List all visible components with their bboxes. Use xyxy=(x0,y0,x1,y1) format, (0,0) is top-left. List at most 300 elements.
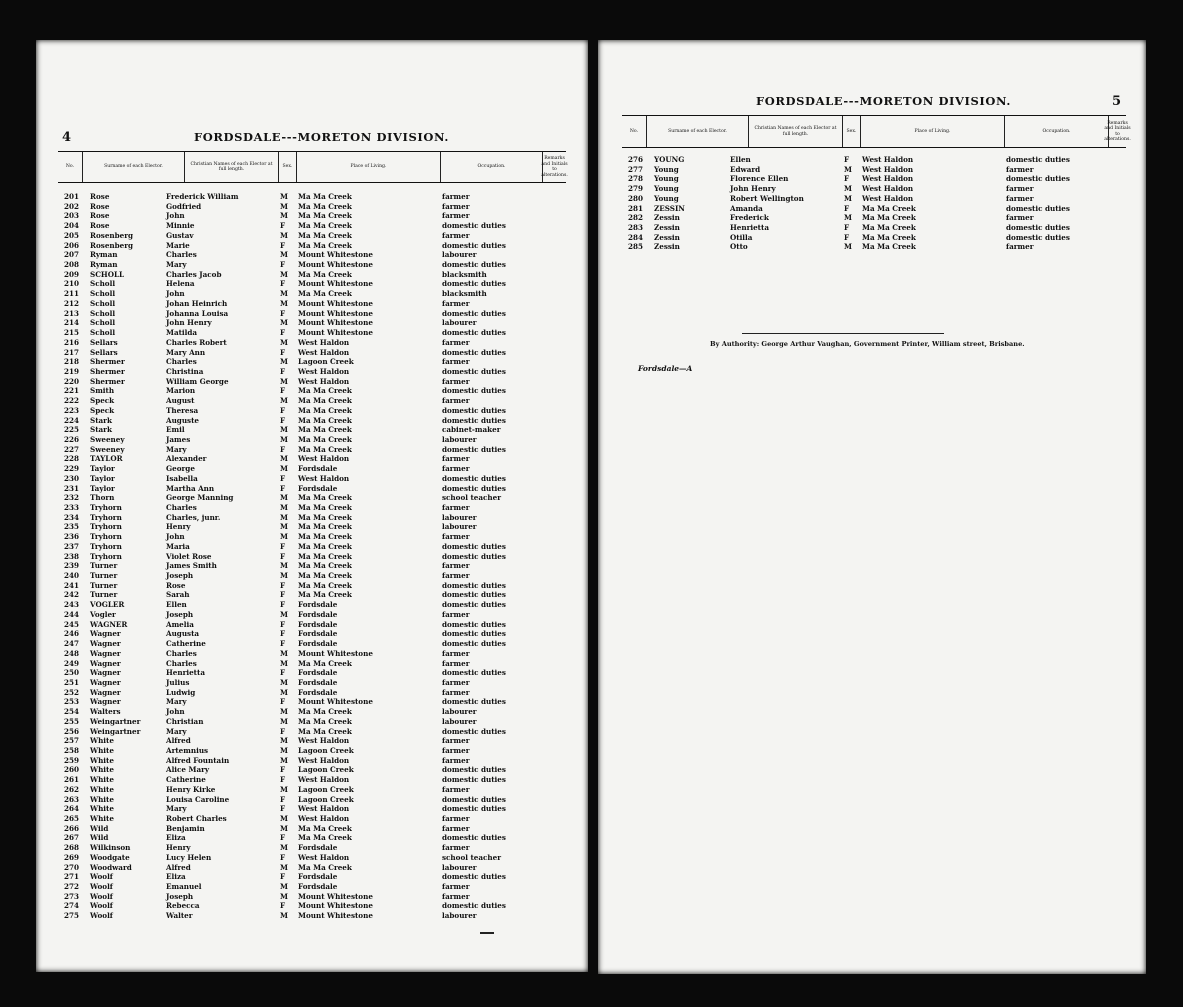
row-place: Ma Ma Creek xyxy=(298,240,352,250)
row-christian-names: Augusta xyxy=(166,629,200,639)
row-sex: M xyxy=(280,784,288,794)
row-sex: M xyxy=(280,211,288,221)
table-row xyxy=(58,756,566,766)
row-christian-names: Amanda xyxy=(730,203,763,213)
row-surname: Rose xyxy=(90,221,110,231)
table-row xyxy=(58,736,566,746)
table-row xyxy=(58,552,566,562)
row-surname: Tryhorn xyxy=(90,541,122,551)
row-occupation: domestic duties xyxy=(442,619,506,629)
row-surname: Taylor xyxy=(90,464,115,474)
authority-line: By Authority: George Arthur Vaughan, Government Printer, William street, Brisbane. xyxy=(710,340,1025,348)
header-occupation: Occupation. xyxy=(440,152,542,182)
row-place: Ma Ma Creek xyxy=(298,707,352,717)
row-place: Ma Ma Creek xyxy=(298,561,352,571)
header-christian-names: Christian Names of each Elector at full length. xyxy=(184,152,278,182)
row-sex: F xyxy=(280,590,286,600)
header-place: Place of Living. xyxy=(860,116,1004,147)
row-occupation: farmer xyxy=(1006,184,1034,194)
row-number: 277 xyxy=(628,164,644,174)
row-occupation: domestic duties xyxy=(442,405,506,415)
table-row xyxy=(58,824,566,834)
row-christian-names: Emanuel xyxy=(166,882,202,892)
row-occupation: farmer xyxy=(442,745,470,755)
row-surname: Taylor xyxy=(90,483,115,493)
table-row xyxy=(58,357,566,367)
row-occupation: domestic duties xyxy=(442,347,506,357)
row-occupation: farmer xyxy=(442,337,470,347)
row-occupation: farmer xyxy=(442,532,470,542)
row-surname: Woodgate xyxy=(90,852,130,862)
row-number: 243 xyxy=(64,600,80,610)
row-number: 261 xyxy=(64,775,80,785)
row-occupation: domestic duties xyxy=(442,444,506,454)
row-sex: M xyxy=(280,823,288,833)
divider xyxy=(742,333,944,334)
row-place: West Haldon xyxy=(298,337,350,347)
table-row xyxy=(58,348,566,358)
row-surname: Scholl xyxy=(90,298,116,308)
row-christian-names: Joseph xyxy=(166,571,194,581)
row-occupation: labourer xyxy=(442,512,477,522)
row-number: 251 xyxy=(64,677,80,687)
row-place: Ma Ma Creek xyxy=(298,289,352,299)
row-place: Ma Ma Creek xyxy=(298,269,352,279)
row-number: 283 xyxy=(628,223,644,233)
row-occupation: domestic duties xyxy=(442,639,506,649)
row-surname: Thorn xyxy=(90,493,115,503)
row-christian-names: Mary xyxy=(166,260,187,270)
row-christian-names: Gustav xyxy=(166,230,194,240)
row-number: 265 xyxy=(64,814,80,823)
row-occupation: domestic duties xyxy=(442,279,506,289)
row-place: Ma Ma Creek xyxy=(298,405,352,415)
footer-signature: Fordsdale—A xyxy=(638,364,693,373)
table-row xyxy=(622,213,1126,223)
row-sex: F xyxy=(280,726,286,736)
table-row xyxy=(58,241,566,251)
row-place: Ma Ma Creek xyxy=(298,726,352,736)
row-surname: Wagner xyxy=(90,648,121,658)
row-christian-names: William George xyxy=(166,376,229,386)
row-number: 213 xyxy=(64,308,80,318)
row-number: 235 xyxy=(64,522,80,532)
row-number: 257 xyxy=(64,736,80,746)
table-row xyxy=(58,406,566,416)
row-sex: M xyxy=(280,454,288,464)
row-christian-names: Catherine xyxy=(166,775,206,785)
table-row xyxy=(58,221,566,231)
table-row xyxy=(58,746,566,756)
row-place: Ma Ma Creek xyxy=(298,512,352,522)
row-place: West Haldon xyxy=(862,193,914,203)
row-surname: Zessin xyxy=(654,232,680,242)
row-sex: F xyxy=(280,366,286,376)
row-surname: Rose xyxy=(90,201,110,211)
row-place: Ma Ma Creek xyxy=(298,192,352,201)
row-occupation: domestic duties xyxy=(442,668,506,678)
row-number: 206 xyxy=(64,240,80,250)
table-row xyxy=(58,231,566,241)
row-surname: White xyxy=(90,736,114,746)
row-surname: Wagner xyxy=(90,639,121,649)
row-occupation: farmer xyxy=(1006,193,1034,203)
row-number: 219 xyxy=(64,366,80,376)
header-place: Place of Living. xyxy=(296,152,440,182)
row-sex: M xyxy=(280,814,288,823)
row-number: 212 xyxy=(64,298,80,308)
row-surname: Weingartner xyxy=(90,716,141,726)
row-christian-names: Charles, junr. xyxy=(166,512,221,522)
row-surname: TAYLOR xyxy=(90,454,123,464)
row-surname: Scholl xyxy=(90,279,116,289)
row-christian-names: Godfried xyxy=(166,201,202,211)
row-sex: F xyxy=(844,232,850,242)
row-place: Ma Ma Creek xyxy=(298,833,352,843)
row-place: West Haldon xyxy=(298,473,350,483)
table-row xyxy=(58,445,566,455)
row-surname: Woolf xyxy=(90,901,113,911)
row-surname: Sellars xyxy=(90,347,118,357)
row-number: 238 xyxy=(64,551,80,561)
row-occupation: domestic duties xyxy=(442,804,506,814)
row-sex: M xyxy=(280,677,288,687)
row-occupation: domestic duties xyxy=(442,833,506,843)
row-surname: Zessin xyxy=(654,242,680,252)
row-place: West Haldon xyxy=(298,775,350,785)
row-place: Ma Ma Creek xyxy=(298,823,352,833)
row-place: Ma Ma Creek xyxy=(298,522,352,532)
row-number: 281 xyxy=(628,203,644,213)
row-sex: M xyxy=(280,464,288,474)
row-place: West Haldon xyxy=(298,736,350,746)
row-occupation: labourer xyxy=(442,911,477,921)
row-place: Ma Ma Creek xyxy=(298,201,352,211)
row-surname: Speck xyxy=(90,396,115,406)
row-sex: F xyxy=(844,223,850,233)
table-row xyxy=(58,309,566,319)
row-place: Fordsdale xyxy=(298,600,338,610)
row-place: Mount Whitestone xyxy=(298,328,373,338)
row-number: 273 xyxy=(64,891,80,901)
row-surname: SCHOLL xyxy=(90,269,125,279)
table-row xyxy=(58,639,566,649)
row-surname: Wagner xyxy=(90,687,121,697)
row-place: Ma Ma Creek xyxy=(862,232,916,242)
row-sex: F xyxy=(280,833,286,843)
row-number: 270 xyxy=(64,862,80,872)
row-occupation: farmer xyxy=(442,823,470,833)
row-sex: M xyxy=(280,882,288,892)
row-place: Fordsdale xyxy=(298,629,338,639)
row-place: West Haldon xyxy=(862,174,914,184)
row-christian-names: Louisa Caroline xyxy=(166,794,230,804)
row-occupation: school teacher xyxy=(442,852,501,862)
row-christian-names: Rebecca xyxy=(166,901,200,911)
row-surname: Ryman xyxy=(90,260,118,270)
row-surname: Scholl xyxy=(90,308,116,318)
row-sex: F xyxy=(280,308,286,318)
row-number: 220 xyxy=(64,376,80,386)
row-place: Lagoon Creek xyxy=(298,784,354,794)
row-surname: White xyxy=(90,775,114,785)
row-occupation: farmer xyxy=(442,503,470,512)
row-sex: M xyxy=(280,522,288,532)
row-surname: Zessin xyxy=(654,213,680,223)
row-surname: Stark xyxy=(90,415,112,425)
row-number: 255 xyxy=(64,716,80,726)
row-number: 256 xyxy=(64,726,80,736)
row-christian-names: Emil xyxy=(166,425,185,435)
table-row xyxy=(58,833,566,843)
row-number: 217 xyxy=(64,347,80,357)
table-row xyxy=(622,165,1126,175)
row-place: Mount Whitestone xyxy=(298,901,373,911)
row-sex: F xyxy=(844,155,850,164)
row-occupation: labourer xyxy=(442,707,477,717)
row-place: Fordsdale xyxy=(298,872,338,882)
row-number: 236 xyxy=(64,532,80,542)
row-number: 221 xyxy=(64,386,80,396)
header-surname: Surname of each Elector. xyxy=(82,152,184,182)
row-christian-names: Helena xyxy=(166,279,195,289)
row-surname: Scholl xyxy=(90,289,116,299)
row-number: 203 xyxy=(64,211,80,221)
row-number: 225 xyxy=(64,425,80,435)
row-place: Ma Ma Creek xyxy=(298,862,352,872)
row-christian-names: Robert Wellington xyxy=(730,193,804,203)
row-christian-names: James xyxy=(166,434,191,444)
row-christian-names: Edward xyxy=(730,164,761,174)
row-occupation: farmer xyxy=(442,192,470,201)
row-surname: Woolf xyxy=(90,891,113,901)
table-row xyxy=(58,843,566,853)
row-christian-names: Otto xyxy=(730,242,748,252)
row-number: 284 xyxy=(628,232,644,242)
row-place: Mount Whitestone xyxy=(298,891,373,901)
row-sex: F xyxy=(280,794,286,804)
table-row xyxy=(58,260,566,270)
row-number: 248 xyxy=(64,648,80,658)
row-occupation: domestic duties xyxy=(1006,203,1070,213)
row-number: 264 xyxy=(64,804,80,814)
row-number: 241 xyxy=(64,580,80,590)
row-surname: White xyxy=(90,784,114,794)
row-place: Ma Ma Creek xyxy=(298,386,352,396)
row-sex: F xyxy=(280,347,286,357)
row-surname: Stark xyxy=(90,425,112,435)
row-sex: M xyxy=(280,658,288,668)
row-number: 269 xyxy=(64,852,80,862)
row-occupation: farmer xyxy=(442,201,470,211)
header-sex: Sex. xyxy=(278,152,296,182)
row-sex: F xyxy=(280,473,286,483)
row-christian-names: Charles xyxy=(166,357,197,367)
row-sex: M xyxy=(844,164,852,174)
row-number: 272 xyxy=(64,882,80,892)
row-place: Mount Whitestone xyxy=(298,318,373,328)
row-occupation: labourer xyxy=(442,318,477,328)
table-row xyxy=(58,659,566,669)
row-christian-names: Frederick William xyxy=(166,192,239,201)
table-row xyxy=(58,804,566,814)
table-row xyxy=(622,194,1126,204)
page-number: 5 xyxy=(1112,94,1122,109)
row-number: 262 xyxy=(64,784,80,794)
table-row xyxy=(58,202,566,212)
row-surname: Zessin xyxy=(654,223,680,233)
row-surname: Young xyxy=(654,174,679,184)
table-row xyxy=(58,629,566,639)
row-christian-names: Johanna Louisa xyxy=(166,308,229,318)
row-place: Ma Ma Creek xyxy=(298,551,352,561)
row-surname: Woodward xyxy=(90,862,132,872)
row-sex: M xyxy=(280,357,288,367)
table-row xyxy=(58,377,566,387)
row-occupation: labourer xyxy=(442,250,477,260)
row-christian-names: Julius xyxy=(166,677,190,687)
row-number: 215 xyxy=(64,328,80,338)
row-number: 258 xyxy=(64,745,80,755)
row-occupation: farmer xyxy=(442,464,470,474)
row-number: 210 xyxy=(64,279,80,289)
table-row xyxy=(58,513,566,523)
row-christian-names: Florence Ellen xyxy=(730,174,789,184)
row-sex: F xyxy=(280,765,286,775)
row-sex: M xyxy=(280,512,288,522)
row-occupation: cabinet-maker xyxy=(442,425,501,435)
row-occupation: farmer xyxy=(442,561,470,571)
row-sex: F xyxy=(280,551,286,561)
row-occupation: domestic duties xyxy=(442,483,506,493)
row-place: Fordsdale xyxy=(298,619,338,629)
row-place: Ma Ma Creek xyxy=(298,580,352,590)
row-place: West Haldon xyxy=(298,376,350,386)
row-place: West Haldon xyxy=(298,454,350,464)
row-surname: White xyxy=(90,794,114,804)
row-occupation: school teacher xyxy=(442,493,501,503)
row-sex: M xyxy=(280,493,288,503)
table-header xyxy=(58,151,566,183)
row-surname: White xyxy=(90,755,114,765)
row-christian-names: Mary xyxy=(166,804,187,814)
page-title: FORDSDALE---MORETON DIVISION. xyxy=(756,94,1011,108)
row-christian-names: Charles Robert xyxy=(166,337,227,347)
header-remarks: Remarks and Initials to alterations. xyxy=(542,152,566,182)
row-christian-names: Catherine xyxy=(166,639,206,649)
row-place: Mount Whitestone xyxy=(298,298,373,308)
row-place: Ma Ma Creek xyxy=(298,571,352,581)
row-occupation: domestic duties xyxy=(442,473,506,483)
row-number: 202 xyxy=(64,201,80,211)
table-row xyxy=(58,814,566,824)
table-row xyxy=(58,522,566,532)
table-row xyxy=(58,765,566,775)
table-row xyxy=(622,174,1126,184)
row-surname: Wagner xyxy=(90,629,121,639)
row-number: 228 xyxy=(64,454,80,464)
row-place: Ma Ma Creek xyxy=(298,716,352,726)
row-surname: Wagner xyxy=(90,658,121,668)
row-christian-names: Henry Kirke xyxy=(166,784,216,794)
row-surname: Woolf xyxy=(90,882,113,892)
row-surname: Tryhorn xyxy=(90,522,122,532)
row-number: 229 xyxy=(64,464,80,474)
row-place: Mount Whitestone xyxy=(298,648,373,658)
row-sex: M xyxy=(280,609,288,619)
row-christian-names: Lucy Helen xyxy=(166,852,212,862)
row-christian-names: Isabella xyxy=(166,473,198,483)
row-occupation: domestic duties xyxy=(442,240,506,250)
row-surname: Woolf xyxy=(90,911,113,921)
header-sex: Sex. xyxy=(842,116,860,147)
table-row xyxy=(58,416,566,426)
row-place: Mount Whitestone xyxy=(298,697,373,707)
row-occupation: domestic duties xyxy=(442,726,506,736)
row-christian-names: Benjamin xyxy=(166,823,205,833)
row-christian-names: Charles xyxy=(166,658,197,668)
row-christian-names: Charles xyxy=(166,648,197,658)
row-number: 268 xyxy=(64,843,80,853)
row-surname: Vogler xyxy=(90,609,116,619)
row-occupation: domestic duties xyxy=(442,260,506,270)
elector-list xyxy=(622,155,1126,252)
row-sex: M xyxy=(280,298,288,308)
table-row xyxy=(58,901,566,911)
row-place: Ma Ma Creek xyxy=(298,658,352,668)
row-occupation: domestic duties xyxy=(442,794,506,804)
row-occupation: farmer xyxy=(442,814,470,823)
row-sex: M xyxy=(280,532,288,542)
row-sex: M xyxy=(280,289,288,299)
row-place: Mount Whitestone xyxy=(298,250,373,260)
row-place: West Haldon xyxy=(298,852,350,862)
row-occupation: farmer xyxy=(442,298,470,308)
row-sex: M xyxy=(280,716,288,726)
row-surname: Wagner xyxy=(90,677,121,687)
row-occupation: farmer xyxy=(442,843,470,853)
row-surname: ZESSIN xyxy=(654,203,685,213)
row-surname: Speck xyxy=(90,405,115,415)
table-row xyxy=(58,328,566,338)
row-christian-names: Otilla xyxy=(730,232,753,242)
row-number: 207 xyxy=(64,250,80,260)
row-surname: Smith xyxy=(90,386,115,396)
row-place: West Haldon xyxy=(862,155,914,164)
row-occupation: farmer xyxy=(442,648,470,658)
row-surname: Shermer xyxy=(90,366,125,376)
row-number: 233 xyxy=(64,503,80,512)
row-number: 226 xyxy=(64,434,80,444)
table-row xyxy=(58,785,566,795)
row-christian-names: John xyxy=(166,532,185,542)
row-number: 250 xyxy=(64,668,80,678)
row-place: Fordsdale xyxy=(298,677,338,687)
row-place: Ma Ma Creek xyxy=(298,541,352,551)
row-place: Lagoon Creek xyxy=(298,765,354,775)
row-christian-names: Mary Ann xyxy=(166,347,206,357)
row-sex: F xyxy=(280,804,286,814)
row-occupation: domestic duties xyxy=(442,629,506,639)
row-place: Ma Ma Creek xyxy=(298,221,352,231)
row-surname: Turner xyxy=(90,561,118,571)
row-sex: F xyxy=(280,580,286,590)
row-number: 232 xyxy=(64,493,80,503)
table-row xyxy=(58,717,566,727)
row-place: Ma Ma Creek xyxy=(298,425,352,435)
row-sex: M xyxy=(280,192,288,201)
row-occupation: domestic duties xyxy=(442,415,506,425)
